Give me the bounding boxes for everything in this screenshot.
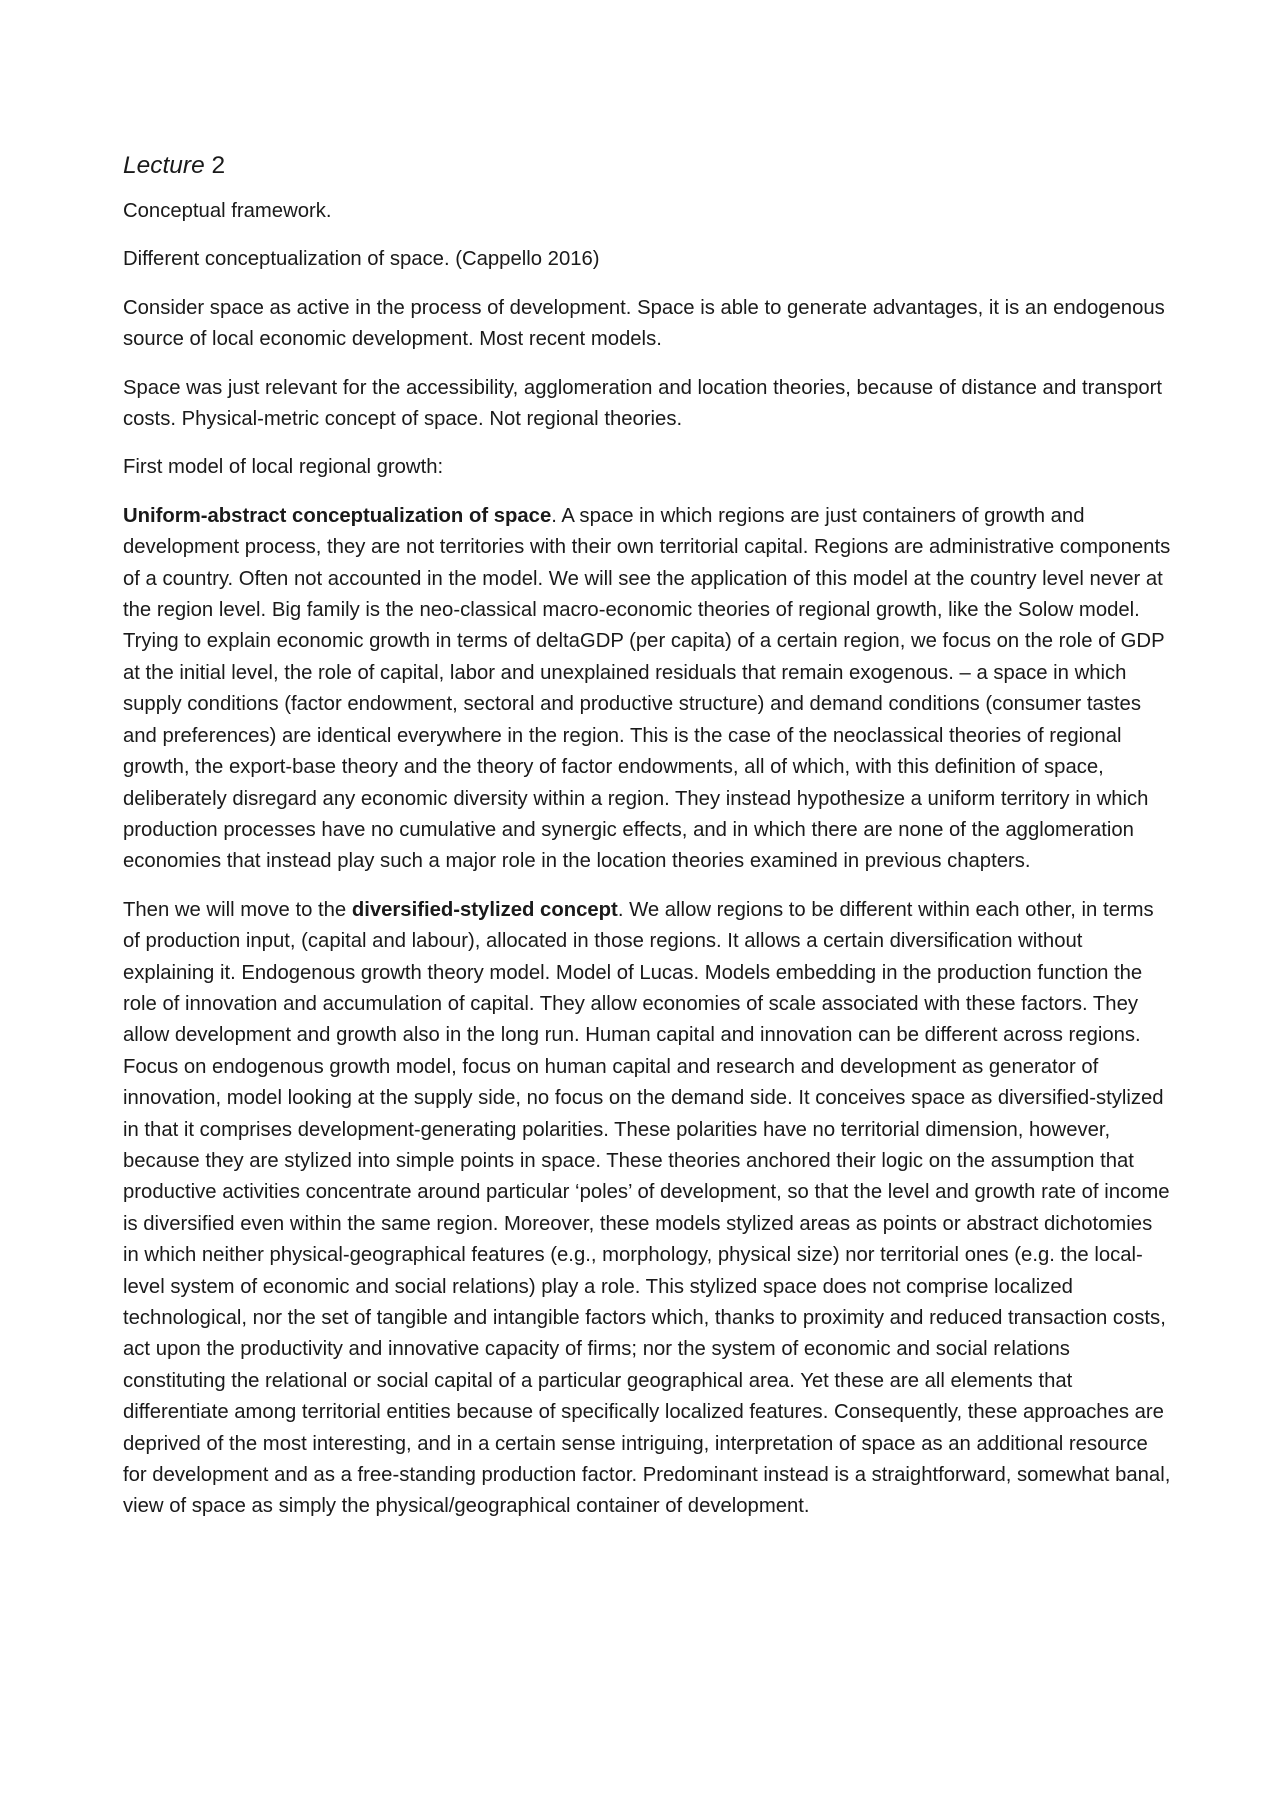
paragraph-diversified-stylized-body: . We allow regions to be different within each other, in terms of production input, (capital and labour), allocated in those regions. It allows a certain diversification without explaining it. Endogenous growth theory model. Model of Lucas. Models embedding in the production function the role of innovation and accumulation of capital. They allow economies of scale associated with these factors. They allow development and growth also in the long run. Human capital and innovation can be different across regions. Focus on endogenous growth model, focus on human capital and research and development as generator of innovation, model looking at the supply side, no focus on the demand side. It conceives space as diversified-stylized in that it comprises development-generating polarities. These polarities have no territorial dimension, however, because they are stylized into simple points in space. These theories anchored their logic on the assumption that productive activities concentrate around particular ‘poles’ of development, so that the level and growth rate of income is diversified even within the same region. Moreover, these models stylized areas as points or abstract dichotomies in which neither physical-geographical features (e.g., morphology, physical size) nor territorial ones (e.g. the local-level system of economic and social relations) play a role. This stylized space does not comprise localized technological, nor the set of tangible and intangible factors which, thanks to proximity and reduced transaction costs, act upon the productivity and innovative capacity of firms; nor the system of economic and social relations constituting the relational or social capital of a particular geographical area. Yet these are all elements that differentiate among territorial entities because of specifically localized features. Consequently, these approaches are deprived of the most interesting, and in a certain sense intriguing, interpretation of space as an additional resource for development and as a free-standing production factor. Predominant instead is a straightforward, somewhat banal, view of space as simply the physical/geographical container of development. (123, 898, 1171, 1518)
paragraph-space-as-active: Consider space as active in the process of development. Space is able to generate advantages, it is an endogenous source of local economic development. Most recent models. (123, 296, 1165, 351)
paragraph-conceptualization-of-space: Different conceptualization of space. (Cappello 2016) (123, 248, 600, 271)
paragraph-diversified-stylized (123, 895, 1173, 1523)
lecture-title-word: Lecture (123, 152, 205, 179)
paragraph-first-model: First model of local regional growth: (123, 456, 444, 479)
lecture-title-number: 2 (204, 152, 226, 179)
paragraph-diversified-stylized-lead: Then we will move to the (123, 898, 352, 921)
term-diversified-stylized: diversified-stylized concept (351, 898, 618, 921)
lecture-title (123, 150, 1173, 182)
term-uniform-abstract: Uniform-abstract conceptualization of space (123, 504, 552, 527)
paragraph-conceptual-framework: Conceptual framework. (123, 200, 332, 222)
paragraph-space-relevance: Space was just relevant for the accessibility, agglomeration and location theories, because of distance and transport costs. Physical-metric concept of space. Not regional theories. (123, 376, 1163, 431)
paragraph-uniform-abstract-body: . A space in which regions are just containers of growth and development process, they are not territories with their own territorial capital. Regions are administrative components of a country. Often not accounted in the model. We will see the application of this model at the country level never at the region level. Big family is the neo-classical macro-economic theories of regional growth, like the Solow model. Trying to explain economic growth in terms of deltaGDP (per capita) of a certain region, we focus on the role of GDP at the initial level, the role of capital, labor and unexplained residuals that remain exogenous. – a space in which supply conditions (factor endowment, sectoral and productive structure) and demand conditions (consumer tastes and preferences) are identical everywhere in the region. This is the case of the neoclassical theories of regional growth, the export-base theory and the theory of factor endowments, all of which, with this definition of space, deliberately disregard any economic diversity within a region. They instead hypothesize a uniform territory in which production processes have no cumulative and synergic effects, and in which there are none of the agglomeration economies that instead play such a major role in the location theories examined in previous chapters. (123, 504, 1171, 873)
document-page (123, 150, 1173, 1540)
paragraph-uniform-abstract (123, 501, 1173, 878)
